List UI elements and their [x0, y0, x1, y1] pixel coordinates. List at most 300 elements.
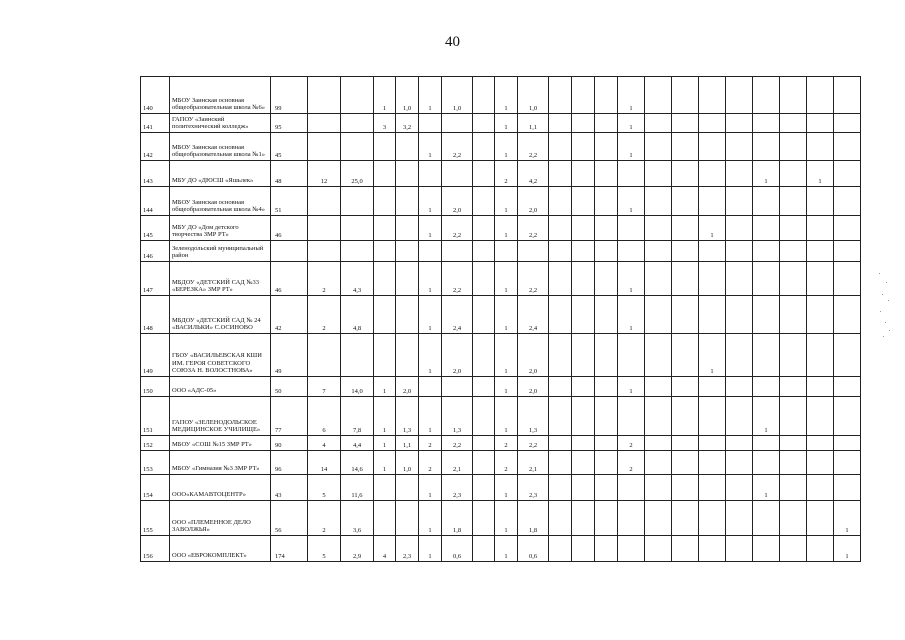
value-text: 4 — [322, 442, 326, 450]
value-cell — [271, 397, 308, 436]
value-cell — [726, 334, 753, 377]
value-cell — [419, 296, 442, 334]
value-cell — [645, 536, 672, 562]
value-cell — [780, 536, 807, 562]
value-cell — [726, 296, 753, 334]
value-text: 1 — [504, 427, 508, 435]
table-row — [141, 334, 861, 377]
value-cell — [374, 451, 396, 475]
value-cell — [341, 262, 374, 296]
value-cell — [699, 501, 726, 536]
value-text: 2,4 — [528, 325, 538, 333]
value-cell — [419, 133, 442, 161]
value-text: 1,3 — [452, 427, 462, 435]
table-row — [141, 296, 861, 334]
value-text: 2,3 — [452, 492, 462, 500]
value-cell — [726, 475, 753, 501]
value-cell — [473, 187, 495, 216]
value-cell — [396, 187, 419, 216]
value-cell — [645, 475, 672, 501]
value-cell — [572, 241, 595, 262]
value-text: 1 — [504, 492, 508, 500]
organization-name-text: МБУ ДО «ДЮСШ «Яшьлек» — [172, 177, 254, 185]
value-cell — [595, 262, 618, 296]
value-cell — [672, 334, 699, 377]
value-cell — [271, 501, 308, 536]
value-cell — [374, 216, 396, 241]
value-cell — [672, 241, 699, 262]
value-cell — [308, 536, 341, 562]
value-text: 14,0 — [351, 388, 363, 396]
organization-name — [170, 187, 271, 216]
organization-name — [170, 241, 271, 262]
value-cell — [419, 377, 442, 397]
value-cell — [645, 161, 672, 187]
value-cell — [549, 77, 572, 114]
value-cell — [396, 262, 419, 296]
value-cell — [834, 296, 861, 334]
value-cell — [271, 187, 308, 216]
value-cell — [572, 436, 595, 451]
value-text: 1 — [428, 325, 432, 333]
value-cell — [780, 161, 807, 187]
value-cell — [341, 296, 374, 334]
value-cell — [572, 187, 595, 216]
value-cell — [807, 536, 834, 562]
value-text: 1,0 — [402, 466, 412, 474]
value-cell — [645, 114, 672, 133]
value-text: 1 — [382, 388, 387, 396]
value-cell — [699, 475, 726, 501]
value-cell — [549, 475, 572, 501]
value-text: 2 — [629, 442, 633, 450]
value-cell — [308, 77, 341, 114]
value-cell — [396, 475, 419, 501]
value-cell — [341, 187, 374, 216]
value-cell — [699, 377, 726, 397]
value-cell — [518, 114, 549, 133]
value-cell — [780, 296, 807, 334]
value-cell — [308, 241, 341, 262]
organization-name — [170, 536, 271, 562]
value-cell — [780, 133, 807, 161]
value-text: 5 — [322, 492, 326, 500]
value-text: 2 — [504, 466, 508, 474]
row-number: 151 — [141, 397, 170, 436]
value-cell — [753, 114, 780, 133]
value-cell — [834, 334, 861, 377]
value-text: 1 — [504, 124, 508, 132]
value-cell — [442, 377, 473, 397]
value-cell — [807, 296, 834, 334]
value-text: 1 — [428, 152, 432, 160]
value-text: 1 — [710, 232, 714, 240]
organization-name-text: ГАПОУ «ЗЕЛЕНОДОЛЬСКОЕ МЕДИЦИНСКОЕ УЧИЛИЩЕ» — [172, 418, 261, 434]
value-cell — [308, 216, 341, 241]
value-cell — [374, 334, 396, 377]
value-cell — [518, 161, 549, 187]
value-text: 1 — [382, 105, 387, 113]
value-cell — [672, 77, 699, 114]
table-row — [141, 397, 861, 436]
value-cell — [473, 241, 495, 262]
value-text: 1,3 — [402, 427, 412, 435]
value-cell — [442, 296, 473, 334]
value-text: 2,2 — [528, 232, 538, 240]
value-text: 2,0 — [452, 368, 462, 376]
value-text: 14,6 — [351, 466, 363, 474]
value-text: 96 — [275, 466, 282, 474]
value-cell — [442, 77, 473, 114]
table-row — [141, 536, 861, 562]
value-text: 99 — [275, 105, 282, 113]
table-row — [141, 451, 861, 475]
value-cell — [495, 216, 518, 241]
organization-name-text: ООО«КАМАВТОЦЕНТР» — [172, 491, 247, 499]
value-cell — [518, 536, 549, 562]
value-cell — [341, 436, 374, 451]
value-cell — [807, 475, 834, 501]
organization-name-text: МБОУ «СОШ №15 ЗМР РТ» — [172, 441, 252, 449]
value-text: 56 — [275, 527, 282, 535]
organization-name — [170, 397, 271, 436]
value-cell — [618, 451, 645, 475]
value-cell — [834, 241, 861, 262]
value-text: 3 — [382, 124, 387, 132]
value-cell — [699, 77, 726, 114]
value-text: 1 — [428, 287, 432, 295]
scan-noise — [877, 270, 891, 340]
value-text: 42 — [275, 325, 282, 333]
value-cell — [419, 536, 442, 562]
value-cell — [271, 161, 308, 187]
value-text: 1,3 — [528, 427, 538, 435]
organization-name — [170, 133, 271, 161]
value-cell — [645, 187, 672, 216]
value-cell — [753, 77, 780, 114]
value-cell — [442, 161, 473, 187]
value-text: 43 — [275, 492, 282, 500]
value-cell — [699, 187, 726, 216]
value-cell — [419, 216, 442, 241]
organization-name — [170, 114, 271, 133]
value-cell — [572, 451, 595, 475]
value-cell — [419, 161, 442, 187]
row-number: 142 — [141, 133, 170, 161]
value-text: 1,1 — [402, 442, 412, 450]
value-text: 1,8 — [452, 527, 462, 535]
value-cell — [308, 436, 341, 451]
value-text: 2,0 — [528, 207, 538, 215]
row-number: 143 — [141, 161, 170, 187]
value-cell — [618, 133, 645, 161]
value-cell — [271, 216, 308, 241]
value-cell — [549, 334, 572, 377]
value-cell — [518, 262, 549, 296]
organization-name-text: ГБОУ «ВАСИЛЬЕВСКАЯ КШИ ИМ. ГЕРОЯ СОВЕТСКОГО СОЮЗА Н. ВОЛОСТНОВА» — [172, 352, 262, 375]
value-text: 1 — [428, 427, 432, 435]
value-text: 1 — [845, 527, 849, 535]
value-text: 1 — [382, 442, 387, 450]
organization-name-text: МБОУ «Гимназия №3 ЗМР РТ» — [172, 465, 260, 473]
value-cell — [374, 161, 396, 187]
value-cell — [618, 475, 645, 501]
value-text: 95 — [275, 124, 282, 132]
value-cell — [419, 77, 442, 114]
value-cell — [807, 436, 834, 451]
value-cell — [726, 114, 753, 133]
value-text: 1 — [818, 178, 822, 186]
value-text: 3,6 — [352, 527, 362, 535]
value-text: 45 — [275, 152, 282, 160]
organization-name-text: МБДОУ «ДЕТСКИЙ САД №33 «БЕРЕЗКА» ЗМР РТ» — [172, 278, 260, 294]
value-cell — [374, 296, 396, 334]
value-text: 2,1 — [452, 466, 462, 474]
value-cell — [271, 262, 308, 296]
organization-name-text: МБОУ Заинская основная общеобразовательная школа №6» — [172, 96, 265, 112]
value-text: 1,0 — [452, 105, 462, 113]
value-text: 1 — [428, 527, 432, 535]
value-cell — [473, 377, 495, 397]
value-text: 46 — [275, 232, 282, 240]
value-text: 11,6 — [351, 492, 363, 500]
value-cell — [572, 377, 595, 397]
table-row — [141, 114, 861, 133]
value-cell — [473, 77, 495, 114]
value-cell — [495, 161, 518, 187]
value-cell — [396, 377, 419, 397]
value-cell — [645, 377, 672, 397]
value-text: 2,2 — [452, 287, 462, 295]
value-cell — [495, 397, 518, 436]
value-cell — [595, 536, 618, 562]
value-cell — [308, 397, 341, 436]
value-text: 2,0 — [452, 207, 462, 215]
organization-name — [170, 334, 271, 377]
value-text: 1,0 — [528, 105, 538, 113]
value-cell — [618, 501, 645, 536]
value-text: 12 — [320, 178, 328, 186]
value-cell — [374, 475, 396, 501]
value-cell — [618, 114, 645, 133]
organization-name — [170, 475, 271, 501]
value-cell — [419, 397, 442, 436]
value-text: 1 — [504, 527, 508, 535]
value-cell — [341, 114, 374, 133]
value-cell — [753, 161, 780, 187]
value-text: 2,3 — [402, 553, 412, 561]
organization-name — [170, 216, 271, 241]
value-text: 1 — [629, 287, 633, 295]
value-cell — [595, 114, 618, 133]
value-cell — [518, 216, 549, 241]
row-number: 153 — [141, 451, 170, 475]
value-cell — [271, 536, 308, 562]
value-cell — [645, 501, 672, 536]
value-cell — [834, 451, 861, 475]
value-cell — [672, 296, 699, 334]
table-row — [141, 262, 861, 296]
value-cell — [753, 133, 780, 161]
value-cell — [834, 475, 861, 501]
value-cell — [834, 262, 861, 296]
value-cell — [308, 501, 341, 536]
value-cell — [308, 296, 341, 334]
value-cell — [618, 397, 645, 436]
value-cell — [645, 77, 672, 114]
value-cell — [442, 187, 473, 216]
value-cell — [672, 501, 699, 536]
value-text: 3,2 — [402, 124, 412, 132]
value-cell — [271, 296, 308, 334]
value-text: 2,3 — [528, 492, 538, 500]
value-cell — [308, 334, 341, 377]
value-cell — [834, 377, 861, 397]
value-cell — [834, 436, 861, 451]
value-cell — [473, 216, 495, 241]
value-cell — [699, 262, 726, 296]
value-cell — [726, 262, 753, 296]
row-number: 148 — [141, 296, 170, 334]
value-cell — [308, 187, 341, 216]
value-cell — [807, 397, 834, 436]
value-text: 1 — [504, 152, 508, 160]
value-cell — [518, 296, 549, 334]
value-cell — [341, 334, 374, 377]
value-cell — [672, 133, 699, 161]
value-cell — [595, 161, 618, 187]
value-cell — [699, 114, 726, 133]
value-cell — [645, 334, 672, 377]
table-row — [141, 187, 861, 216]
value-cell — [442, 475, 473, 501]
value-cell — [518, 436, 549, 451]
value-cell — [396, 114, 419, 133]
organization-name-text: МБУ ДО «Дом детского творчества ЗМР РТ» — [172, 223, 239, 239]
row-number: 152 — [141, 436, 170, 451]
value-cell — [834, 501, 861, 536]
value-cell — [672, 536, 699, 562]
value-cell — [341, 241, 374, 262]
value-cell — [726, 451, 753, 475]
value-cell — [495, 436, 518, 451]
value-cell — [341, 451, 374, 475]
value-cell — [699, 216, 726, 241]
value-cell — [549, 216, 572, 241]
table-row — [141, 77, 861, 114]
value-cell — [396, 296, 419, 334]
value-cell — [726, 241, 753, 262]
row-number: 149 — [141, 334, 170, 377]
value-cell — [807, 262, 834, 296]
value-cell — [753, 296, 780, 334]
value-text: 1,0 — [402, 105, 412, 113]
value-cell — [595, 377, 618, 397]
value-cell — [341, 216, 374, 241]
organization-name-text: Зеленодольский муниципальный район — [172, 244, 264, 260]
value-cell — [753, 262, 780, 296]
value-text: 1 — [504, 388, 508, 396]
value-cell — [595, 241, 618, 262]
value-cell — [726, 216, 753, 241]
value-cell — [549, 536, 572, 562]
value-cell — [549, 161, 572, 187]
value-cell — [308, 133, 341, 161]
organization-name — [170, 77, 271, 114]
value-cell — [495, 334, 518, 377]
value-text: 2,2 — [452, 442, 462, 450]
value-cell — [834, 161, 861, 187]
value-text: 1,8 — [528, 527, 538, 535]
value-cell — [396, 334, 419, 377]
value-cell — [549, 296, 572, 334]
value-cell — [442, 241, 473, 262]
value-cell — [495, 536, 518, 562]
value-cell — [726, 161, 753, 187]
value-cell — [549, 451, 572, 475]
value-cell — [442, 133, 473, 161]
value-cell — [308, 114, 341, 133]
value-text: 0,6 — [528, 553, 538, 561]
value-cell — [726, 501, 753, 536]
value-cell — [753, 501, 780, 536]
value-text: 1 — [428, 368, 432, 376]
value-cell — [780, 187, 807, 216]
value-text: 2 — [428, 466, 432, 474]
row-number: 156 — [141, 536, 170, 562]
value-cell — [595, 133, 618, 161]
value-cell — [442, 216, 473, 241]
value-cell — [807, 451, 834, 475]
value-cell — [473, 451, 495, 475]
value-text: 6 — [322, 427, 326, 435]
value-cell — [374, 133, 396, 161]
organization-name-text: МБОУ Заинская основная общеобразовательная школа №1» — [172, 143, 265, 159]
value-cell — [726, 133, 753, 161]
value-cell — [572, 501, 595, 536]
value-cell — [672, 436, 699, 451]
value-text: 48 — [275, 178, 282, 186]
value-text: 1 — [504, 105, 508, 113]
value-cell — [699, 436, 726, 451]
value-cell — [518, 241, 549, 262]
value-text: 1 — [629, 124, 633, 132]
value-text: 77 — [275, 427, 282, 435]
organization-name-text: ООО «АДС-05» — [172, 387, 217, 395]
row-number: 155 — [141, 501, 170, 536]
value-cell — [396, 436, 419, 451]
value-cell — [473, 296, 495, 334]
organization-name-text: ООО «ЕВРОКОМПЛЕКТ» — [172, 552, 247, 560]
value-cell — [807, 377, 834, 397]
value-text: 1 — [764, 492, 768, 500]
row-number: 150 — [141, 377, 170, 397]
value-cell — [753, 216, 780, 241]
value-cell — [726, 377, 753, 397]
value-cell — [419, 451, 442, 475]
value-cell — [618, 216, 645, 241]
value-cell — [645, 216, 672, 241]
value-cell — [726, 397, 753, 436]
value-text: 2 — [629, 466, 633, 474]
value-cell — [271, 114, 308, 133]
table-row — [141, 501, 861, 536]
value-cell — [341, 133, 374, 161]
value-cell — [549, 436, 572, 451]
value-cell — [473, 262, 495, 296]
value-cell — [442, 262, 473, 296]
value-cell — [699, 133, 726, 161]
